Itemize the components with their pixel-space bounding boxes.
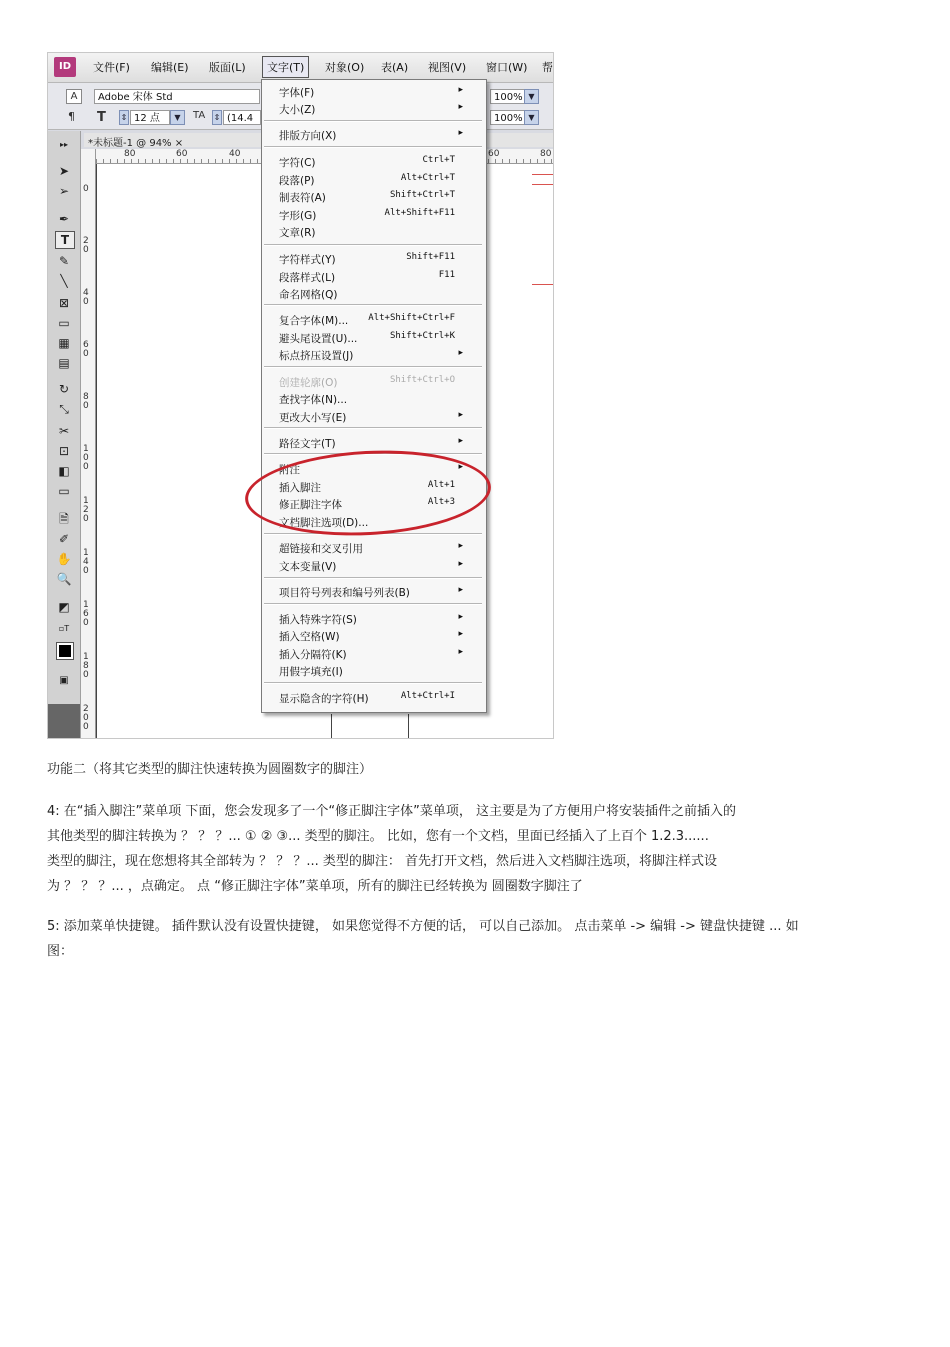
pen-tool-icon[interactable]: ✒ <box>58 212 70 226</box>
panel-collapse-icon[interactable]: ▸▸ <box>59 140 69 149</box>
menu-item-label: 用假字填充(I) <box>279 666 343 678</box>
v-ruler-label: 20 <box>83 236 89 255</box>
submenu-arrow-icon: ▸ <box>458 128 463 138</box>
paragraph-4-line-2: 其他类型的脚注转换为 ？ ？ ？... ① ② ③... 类型的脚注。 比如，您有一个文档，里面已经插入了上百个 1.2.3...... <box>47 829 709 844</box>
type-menu-item[interactable] <box>279 629 469 645</box>
submenu-arrow-icon: ▸ <box>458 647 463 657</box>
menu-item-label: 文本变量(V) <box>279 561 337 573</box>
type-menu-item[interactable] <box>279 331 469 347</box>
menu-view[interactable]: 视图(V) <box>428 61 467 74</box>
page-edge <box>96 164 97 739</box>
type-menu-item[interactable] <box>279 392 469 408</box>
menu-item-label: 文章(R) <box>279 227 316 239</box>
menu-item-label: 排版方向(X) <box>279 130 337 142</box>
free-transform-tool-icon[interactable]: ⊡ <box>58 444 70 458</box>
screen-mode-icon[interactable]: ▣ <box>59 675 69 686</box>
type-menu-item[interactable] <box>279 252 469 268</box>
v-ruler-label: 80 <box>83 392 89 411</box>
menu-item-label: 插入特殊字符(S) <box>279 614 357 626</box>
menu-item-label: 字形(G) <box>279 210 317 222</box>
h-ruler-label: 80 <box>540 149 552 159</box>
type-menu-item[interactable] <box>279 190 469 206</box>
type-menu-item[interactable] <box>279 85 469 101</box>
v-ruler-label: 100 <box>83 444 89 472</box>
margin-guide <box>532 174 554 175</box>
paragraph-5-line-2: 图： <box>47 944 74 959</box>
type-menu-dropdown <box>261 79 487 713</box>
menu-item-label: 插入分隔符(K) <box>279 649 347 661</box>
zoom-tool-icon[interactable]: 🔍 <box>56 572 72 586</box>
apply-color-icon[interactable] <box>57 643 73 659</box>
submenu-arrow-icon: ▸ <box>458 85 463 95</box>
hand-tool-icon[interactable]: ✋ <box>56 552 72 566</box>
document-tab[interactable]: *未标题-1 @ 94% × <box>88 138 184 149</box>
fill-stroke-icon[interactable]: ◩ <box>58 600 70 614</box>
menu-item-label: 附注 <box>279 464 300 476</box>
paragraph-mode-icon[interactable]: ¶ <box>68 110 75 123</box>
menu-item-label: 路径文字(T) <box>279 438 336 450</box>
pencil-tool-icon[interactable]: ✎ <box>58 254 70 268</box>
v-ruler-label: 140 <box>83 548 89 576</box>
menu-item-label: 字符(C) <box>279 157 316 169</box>
v-ruler-label: 60 <box>83 340 89 359</box>
type-menu-item[interactable] <box>279 647 469 663</box>
menu-item-shortcut: Alt+1 <box>427 480 455 490</box>
menu-item-shortcut: Shift+Ctrl+K <box>389 331 455 341</box>
type-menu-item[interactable] <box>279 173 469 189</box>
h-ruler-label: 80 <box>124 149 136 159</box>
menu-item-label: 段落样式(L) <box>279 272 336 284</box>
v-ruler-label: 180 <box>83 652 89 680</box>
paragraph-4-line-4: 为 ？ ？ ？... ，点确定。 点 “修正脚注字体”菜单项，所有的脚注已经转换为 圆圈数字脚注了 <box>47 879 583 894</box>
menu-separator <box>264 366 482 368</box>
indesign-logo-icon: ID <box>54 57 76 77</box>
menu-file[interactable]: 文件(F) <box>93 61 130 74</box>
type-menu-item[interactable] <box>279 102 469 118</box>
menu-window[interactable]: 窗口(W) <box>486 61 528 74</box>
type-menu-item[interactable] <box>279 541 469 557</box>
menu-item-label: 查找字体(N)... <box>279 394 348 406</box>
menu-item-label: 大小(Z) <box>279 104 316 116</box>
direct-selection-tool-icon[interactable]: ➢ <box>58 184 70 198</box>
menu-item-label: 显示隐含的字符(H) <box>279 693 369 705</box>
type-menu-item[interactable] <box>279 664 469 680</box>
menu-separator <box>264 304 482 306</box>
submenu-arrow-icon: ▸ <box>458 462 463 472</box>
submenu-arrow-icon: ▸ <box>458 541 463 551</box>
menu-item-label: 段落(P) <box>279 175 315 187</box>
gradient-feather-tool-icon[interactable]: ▭ <box>58 484 70 498</box>
frame-edge <box>331 714 332 739</box>
leading-stepper[interactable]: ⇕ <box>212 110 222 125</box>
type-menu-item[interactable] <box>279 208 469 224</box>
menu-separator <box>264 146 482 148</box>
type-menu-item <box>279 375 469 391</box>
type-menu-item[interactable] <box>279 585 469 601</box>
menu-item-shortcut: Alt+3 <box>427 497 455 507</box>
menu-item-shortcut: Alt+Ctrl+I <box>400 691 455 701</box>
menu-item-label: 更改大小写(E) <box>279 412 347 424</box>
menu-item-label: 避头尾设置(U)... <box>279 333 358 345</box>
frame-grid-tool-icon[interactable]: ▦ <box>58 336 70 350</box>
v-ruler-label: 40 <box>83 288 89 307</box>
type-menu-item[interactable] <box>279 225 469 241</box>
leading-field[interactable]: (14.4 <box>223 110 261 125</box>
v-ruler-label: 0 <box>83 184 89 194</box>
menu-type[interactable]: 文字(T) <box>262 56 309 78</box>
menu-item-label: 创建轮廓(O) <box>279 377 338 389</box>
line-tool-icon[interactable]: ╲ <box>60 274 68 288</box>
vertical-ruler <box>81 149 96 739</box>
margin-guide <box>532 284 554 285</box>
indesign-screenshot <box>47 52 554 739</box>
menu-separator <box>264 244 482 246</box>
submenu-arrow-icon: ▸ <box>458 585 463 595</box>
submenu-arrow-icon: ▸ <box>458 559 463 569</box>
menu-item-shortcut: Shift+Ctrl+T <box>389 190 455 200</box>
vertical-scale-field[interactable]: 100% <box>490 110 530 125</box>
menu-item-label: 制表符(A) <box>279 192 326 204</box>
menu-item-label: 字符样式(Y) <box>279 254 336 266</box>
menu-item-shortcut: Ctrl+T <box>422 155 455 165</box>
note-tool-icon[interactable]: 🗎 <box>59 512 69 526</box>
type-menu-item[interactable] <box>279 155 469 171</box>
h-ruler-label: 40 <box>229 149 241 159</box>
menu-separator <box>264 577 482 579</box>
rotate-tool-icon[interactable]: ↻ <box>58 382 70 396</box>
menu-object[interactable]: 对象(O) <box>325 61 365 74</box>
formatting-affects-icon[interactable]: ▫T <box>58 624 70 633</box>
type-menu-item[interactable] <box>279 410 469 426</box>
menu-item-label: 命名网格(Q) <box>279 289 338 301</box>
type-menu-item[interactable] <box>279 691 469 707</box>
menu-help[interactable]: 帮 <box>542 61 553 74</box>
h-ruler-label: 60 <box>176 149 188 159</box>
vertical-scale-dropdown[interactable]: ▼ <box>524 110 539 125</box>
submenu-arrow-icon: ▸ <box>458 436 463 446</box>
menu-item-label: 插入脚注 <box>279 482 321 494</box>
type-menu-item[interactable] <box>279 436 469 452</box>
type-menu-item[interactable] <box>279 348 469 364</box>
font-size-field[interactable]: 12 点 <box>130 110 170 125</box>
submenu-arrow-icon: ▸ <box>458 410 463 420</box>
submenu-arrow-icon: ▸ <box>458 629 463 639</box>
font-family-field[interactable]: Adobe 宋体 Std <box>94 89 260 104</box>
v-ruler-label: 120 <box>83 496 89 524</box>
menu-item-shortcut: Alt+Shift+F11 <box>384 208 455 218</box>
menu-item-label: 字体(F) <box>279 87 315 99</box>
v-ruler-label: 160 <box>83 600 89 628</box>
type-menu-item[interactable] <box>279 287 469 303</box>
section-heading: 功能二（将其它类型的脚注快速转换为圆圈数字的脚注） <box>47 762 373 777</box>
font-size-icon: T <box>97 110 106 125</box>
type-menu-item[interactable] <box>279 612 469 628</box>
tools-panel-footer <box>48 704 80 739</box>
v-ruler-label: 200 <box>83 704 89 732</box>
menu-edit[interactable]: 编辑(E) <box>151 61 189 74</box>
horizontal-scale-field[interactable]: 100% <box>490 89 530 104</box>
menu-table[interactable]: 表(A) <box>381 61 409 74</box>
type-menu-item[interactable] <box>279 270 469 286</box>
paragraph-5-line-1: 5: 添加菜单快捷键。 插件默认没有设置快捷键， 如果您觉得不方便的话， 可以自己添加。 点击菜单 -> 编辑 -> 键盘快捷键 ... 如 <box>47 919 799 934</box>
font-size-dropdown[interactable]: ▼ <box>170 110 185 125</box>
grid-tool-icon[interactable]: ▤ <box>58 356 70 370</box>
scale-tool-icon[interactable]: ⤡ <box>59 402 69 416</box>
paragraph-4-line-3: 类型的脚注，现在您想将其全部转为 ？ ？ ？... 类型的脚注： 首先打开文档，然后进入文档脚注选项，将脚注样式设 <box>47 854 718 869</box>
menu-item-label: 插入空格(W) <box>279 631 340 643</box>
menu-item-label: 超链接和交叉引用 <box>279 543 363 555</box>
horizontal-scale-dropdown[interactable]: ▼ <box>524 89 539 104</box>
menu-item-label: 文档脚注选项(D)... <box>279 517 369 529</box>
menu-item-label: 修正脚注字体 <box>279 499 342 511</box>
type-tool-icon[interactable]: T <box>55 231 75 249</box>
menu-item-label: 项目符号列表和编号列表(B) <box>279 587 410 599</box>
menu-item-label: 复合字体(M)... <box>279 315 349 327</box>
font-size-stepper[interactable]: ⇕ <box>119 110 129 125</box>
menu-separator <box>264 427 482 429</box>
tools-panel <box>48 131 81 739</box>
submenu-arrow-icon: ▸ <box>458 102 463 112</box>
menu-separator <box>264 603 482 605</box>
menu-item-label: 标点挤压设置(J) <box>279 350 354 362</box>
menu-item-shortcut: F11 <box>438 270 455 280</box>
menu-item-shortcut: Shift+Ctrl+O <box>389 375 455 385</box>
h-ruler-label: 60 <box>488 149 500 159</box>
type-menu-item[interactable] <box>279 559 469 575</box>
leading-icon: TA <box>193 110 206 121</box>
menu-item-shortcut: Alt+Shift+Ctrl+F <box>368 313 455 323</box>
type-menu-item[interactable] <box>279 128 469 144</box>
menu-separator <box>264 682 482 684</box>
frame-edge <box>408 714 409 739</box>
menu-item-shortcut: Shift+F11 <box>406 252 455 262</box>
submenu-arrow-icon: ▸ <box>458 612 463 622</box>
submenu-arrow-icon: ▸ <box>458 348 463 358</box>
rectangle-tool-icon[interactable]: ▭ <box>58 316 70 330</box>
character-mode-icon[interactable]: A <box>66 89 82 104</box>
type-menu-item[interactable] <box>279 313 469 329</box>
paragraph-4-line-1: 4: 在“插入脚注”菜单项 下面，您会发现多了一个“修正脚注字体”菜单项， 这主要是为了方便用户将安装插件之前插入的 <box>47 804 736 819</box>
margin-guide <box>532 184 554 185</box>
rectangle-frame-tool-icon[interactable]: ⊠ <box>58 296 70 310</box>
selection-tool-icon[interactable]: ➤ <box>58 164 70 178</box>
menu-item-shortcut: Alt+Ctrl+T <box>400 173 455 183</box>
eyedropper-tool-icon[interactable]: ✐ <box>58 532 70 546</box>
menu-layout[interactable]: 版面(L) <box>209 61 246 74</box>
gradient-tool-icon[interactable]: ◧ <box>58 464 70 478</box>
menu-separator <box>264 120 482 122</box>
scissors-tool-icon[interactable]: ✂ <box>58 424 70 438</box>
